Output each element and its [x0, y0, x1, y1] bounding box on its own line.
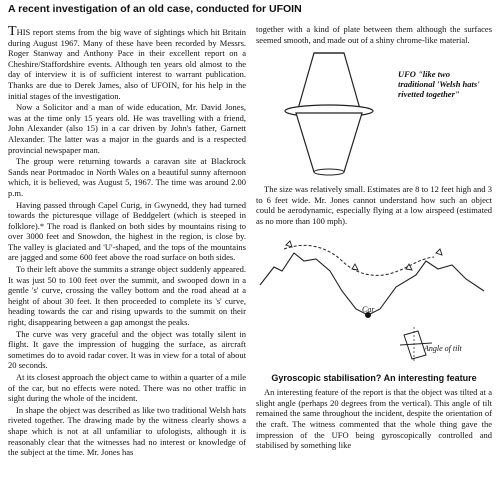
tilt-label: Angle of tilt — [424, 343, 462, 353]
paragraph-surface: together with a kind of plate between them although the surfaces seemed smooth, and made out of a shiny chrome-like material. — [256, 24, 492, 45]
paragraph-route: Having passed through Capel Curig, in Gwynedd, they had turned towards the picturesque village of Beddgelert (which is steeped in folklore).* The road is flanked on both sides by mountains rising to over 3000 feet and Snowdon, the highest in the region, is close by. The valley is glaciated and 'U'-shaped, and the tops of the mountains are jagged and some 600 feet above the road surface on both sides. — [8, 199, 246, 263]
paragraph-approach: At its closest approach the object came to within a quarter of a mile of the car, but no effects were noted. There was no other traffic in sight during the whole of the incident. — [8, 372, 246, 404]
car-label: Car — [362, 304, 375, 314]
paragraph-flight: The curve was very graceful and the object was totally silent in flight. It gave the impression of hugging the surface, as aircraft sometimes do to avoid radar cover. It was in view for a total of about 20 seconds. — [8, 328, 246, 371]
drop-cap: T — [8, 24, 17, 39]
left-column — [8, 24, 246, 459]
paragraph-shape: In shape the object was described as like two traditional Welsh hats riveted together. The drawing made by the witness clearly shows a shape which is not at all unfamiliar to ufologists, although it is reasonably clear that the witnesses had no interest or knowledge of the subject at the time. Mr. Jones has — [8, 404, 246, 458]
article-kicker: A recent investigation of an old case, conducted for UFOIN — [8, 3, 302, 15]
ufo-caption: UFO "like two traditional 'Welsh hats' rivetted together" — [398, 69, 480, 100]
mountain-diagram — [256, 231, 492, 371]
paragraph-gyroscopic: An interesting feature of the report is that the object was tilted at a slight angle (perhaps 20 degrees from the vertical). This angle of tilt remained the same throughout the incident, despite the orientation of the craft. The witness commented that the whole thing gave the impression of the UFO being gyroscopically controlled and stabilised by something like — [256, 387, 492, 451]
ufo-illustration — [256, 47, 492, 180]
paragraph-witness: Now a Solicitor and a man of wide education, Mr. David Jones, was at the time only 15 years old. He was travelling with a friend, John Alexander (also 15) in a car driven by John's father, Garnett Alexander. The latter was a major in the guards and is a respected provincial newspaper man. — [8, 102, 246, 155]
ufo-drawing — [264, 47, 394, 180]
paragraph-intro — [8, 24, 246, 101]
section-heading: Gyroscopic stabilisation? An interesting feature — [271, 372, 477, 383]
paragraph-size: The size was relatively small. Estimates are 8 to 12 feet high and 3 to 6 feet wide. Mr. Jones cannot understand how such an object could be aerodynamic, especially flying at a low airspeed (estimated as no more than 100 mph). — [256, 184, 492, 226]
paragraph-location: The group were returning towards a caravan site at Blackrock Sands near Portmadoc in North Wales on a beautiful sunny afternoon which, it is believed, was August 5, 1967. The time was around 2.00 p.m. — [8, 156, 246, 198]
right-column — [256, 24, 492, 452]
paragraph-appearance: To their left above the summits a strange object suddenly appeared. It was just 50 to 100 feet over the summit, and swooped down in a gentle 's' curve, crossing the valley bottom and the road ahead at a height of about 30 feet. It then proceeded to complete its 's' curve, heading towards the car and rising upwards to the summit on their right, disappearing between a gap amongst the peaks. — [8, 264, 246, 328]
intro-text: HIS report stems from the big wave of sightings which hit Britain during August 1967. Many of these have been recorded by Messrs. Roger Stanway and Anthony Pace in their excellent report on a Cheshire/Staffordshire events. Although ten years old almost to the day of interview it is of sufficient interest to warrant publication. Thanks are due to Derek James, also of UFOIN, for his help in the initial stages of the investigation. — [8, 27, 246, 101]
